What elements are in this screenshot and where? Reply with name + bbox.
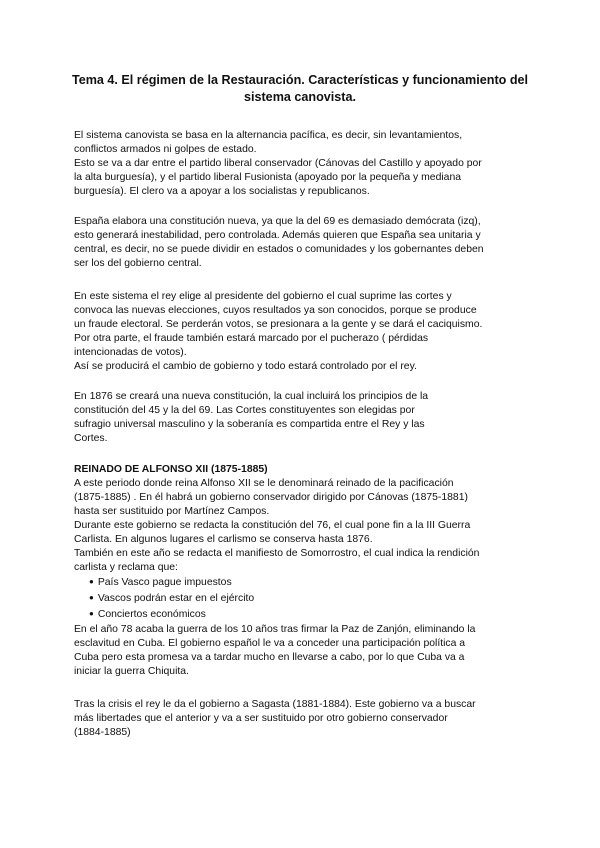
paragraph-1-line: la alta burguesía), y el partido liberal Fusionista (apoyado por la pequeña y mediana <box>74 172 462 183</box>
paragraph-3-line: Por otra parte, el fraude también estará marcado por el pucherazo ( pérdidas <box>74 333 429 344</box>
document-title <box>60 72 540 106</box>
paragraph-1-line: El sistema canovista se basa en la alternancia pacífica, es decir, sin levantamientos, <box>74 130 463 141</box>
paragraph-7-line: Tras la crisis el rey le da el gobierno a Sagasta (1881-1884). Este gobierno va a buscar <box>74 699 476 710</box>
paragraph-6-line: esclavitud en Cuba. El gobierno español le va a conceder una participación política a <box>74 638 466 649</box>
paragraph-1-line: conflictos armados ni golpes de estado. <box>74 144 257 155</box>
bullet-item: ● País Vasco pague impuestos <box>89 576 232 590</box>
paragraph-5-line: Carlista. En algunos lugares el carlismo se conserva hasta 1876. <box>74 534 373 545</box>
paragraph-4-line: sufragio universal masculino y la soberanía es compartida entre el Rey y las <box>74 419 425 430</box>
paragraph-3-line: intencionadas de votos). <box>74 347 187 358</box>
paragraph-5-line: carlista y reclama que: <box>74 562 178 573</box>
bullet-item: ● Vascos podrán estar en el ejército <box>89 592 254 606</box>
paragraph-2-line: ser los del gobierno central. <box>74 258 202 269</box>
paragraph-5-line: A este periodo donde reina Alfonso XII se le denominará reinado de la pacificación <box>74 478 454 489</box>
paragraph-3-line: Así se producirá el cambio de gobierno y todo estará controlado por el rey. <box>74 361 417 372</box>
paragraph-4-line: constitución del 45 y la del 69. Las Cortes constituyentes son elegidas por <box>74 405 415 416</box>
paragraph-2-line: esto generará inestabilidad, pero controlada. Además quieren que España sea unitaria y <box>74 230 481 241</box>
paragraph-7-line: más libertades que el anterior y va a ser sustituido por otro gobierno conservador <box>74 713 448 724</box>
paragraph-2-line: central, es decir, no se puede dividir en estados o comunidades y los gobernantes deben <box>74 244 484 255</box>
paragraph-5-line: También en este año se redacta el manifiesto de Somorrostro, el cual indica la rendición <box>74 548 480 559</box>
bullet-item: ● Conciertos económicos <box>89 608 206 622</box>
paragraph-6-line: En el año 78 acaba la guerra de los 10 años tras firmar la Paz de Zanjón, eliminando la <box>74 624 476 635</box>
paragraph-2-line: España elabora una constitución nueva, ya que la del 69 es demasiado demócrata (izq), <box>74 216 481 227</box>
paragraph-3-line: convoca las nuevas elecciones, cuyos resultados ya son conocidos, porque se produce <box>74 305 477 316</box>
paragraph-1-line: burguesía). El clero va a apoyar a los socialistas y republicanos. <box>74 186 370 197</box>
paragraph-6-line: Cuba pero esta promesa va a tardar mucho en llevarse a cabo, por lo que Cuba va a <box>74 652 465 663</box>
paragraph-7-line: (1884-1885) <box>74 727 131 738</box>
paragraph-4-line: Cortes. <box>74 433 108 444</box>
paragraph-3-line: un fraude electoral. Se perderán votos, se presionara a la gente y se dará el caciquismo. <box>74 319 483 330</box>
paragraph-5-line: hasta ser sustituido por Martínez Campos. <box>74 506 270 517</box>
paragraph-1-line: Esto se va a dar entre el partido liberal conservador (Cánovas del Castillo y apoyado por <box>74 158 482 169</box>
paragraph-4-line: En 1876 se creará una nueva constitución, la cual incluirá los principios de la <box>74 391 429 402</box>
paragraph-6-line: iniciar la guerra Chiquita. <box>74 666 189 677</box>
section-heading: REINADO DE ALFONSO XII (1875-1885) <box>74 464 268 475</box>
title-line-2: sistema canovista. <box>243 90 356 104</box>
paragraph-5-line: Durante este gobierno se redacta la constitución del 76, el cual pone fin a la III Guerra <box>74 520 471 531</box>
paragraph-3-line: En este sistema el rey elige al presidente del gobierno el cual suprime las cortes y <box>74 291 452 302</box>
paragraph-5-line: (1875-1885) . En él habrá un gobierno conservador dirigido por Cánovas (1875-1881) <box>74 492 468 503</box>
title-line-1: Tema 4. El régimen de la Restauración. Características y funcionamiento del <box>71 73 529 87</box>
